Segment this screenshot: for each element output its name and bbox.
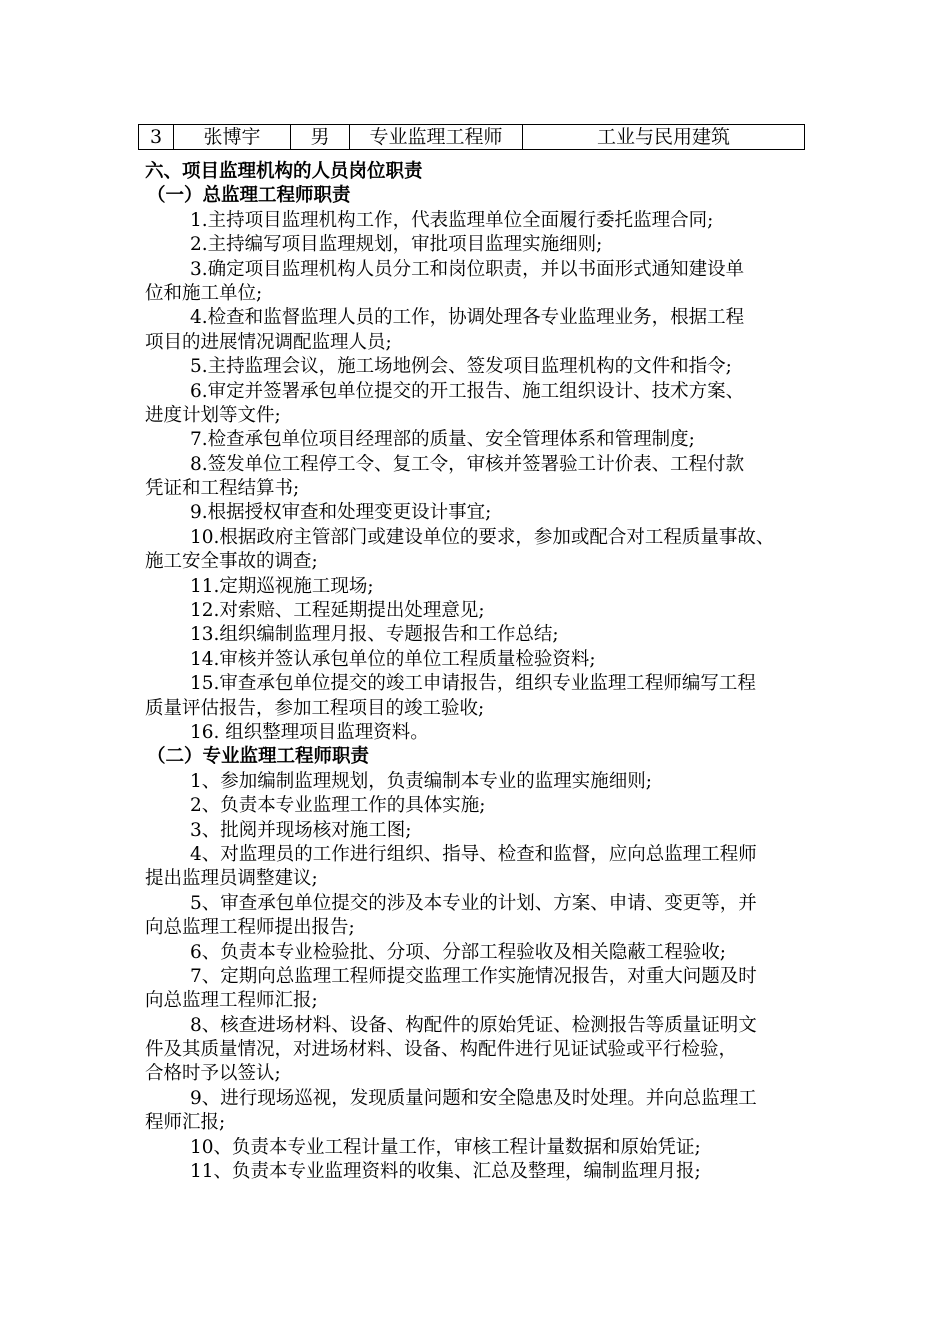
duty-line: 11、负责本专业监理资料的收集、汇总及整理，编制监理月报; <box>190 1161 701 1183</box>
duty-line: 15.审查承包单位提交的竣工申请报告，组织专业监理工程师编写工程 <box>190 673 756 695</box>
subsection-title-specialist-engineer: （二）专业监理工程师职责 <box>147 746 370 768</box>
duty-line: 9.根据授权审查和处理变更设计事宜; <box>190 502 492 524</box>
table-cell-name: 张博宇 <box>174 125 291 150</box>
duty-line: 1、参加编制监理规划，负责编制本专业的监理实施细则; <box>190 770 653 792</box>
duty-line-continued: 进度计划等文件; <box>145 404 281 426</box>
duty-line: 14.审核并签认承包单位的单位工程质量检验资料; <box>190 648 596 670</box>
duty-line: 8、核查进场材料、设备、构配件的原始凭证、检测报告等质量证明文 <box>190 1014 757 1036</box>
duty-line-continued: 凭证和工程结算书; <box>145 478 300 500</box>
duty-line: 4、对监理员的工作进行组织、指导、检查和监督，应向总监理工程师 <box>190 843 757 865</box>
duty-line: 10.根据政府主管部门或建设单位的要求，参加或配合对工程质量事故、 <box>190 526 775 548</box>
duty-line-continued: 项目的进展情况调配监理人员; <box>145 331 392 353</box>
table-cell-position: 专业监理工程师 <box>350 125 523 150</box>
duty-line: 10、负责本专业工程计量工作，审核工程计量数据和原始凭证; <box>190 1136 701 1158</box>
staff-table <box>138 124 805 150</box>
duty-line: 16. 组织整理项目监理资料。 <box>190 721 429 743</box>
duty-line: 9、进行现场巡视，发现质量问题和安全隐患及时处理。并向总监理工 <box>190 1087 757 1109</box>
duty-line-continued: 施工安全事故的调查; <box>145 551 318 573</box>
duty-line-continued: 程师汇报; <box>145 1112 226 1134</box>
duty-line-continued: 提出监理员调整建议; <box>145 868 318 890</box>
table-row <box>139 125 805 150</box>
duty-line: 4.检查和监督监理人员的工作，协调处理各专业监理业务，根据工程 <box>190 307 745 329</box>
duty-line-continued: 件及其质量情况，对进场材料、设备、构配件进行见证试验或平行检验， <box>145 1039 738 1061</box>
duty-line: 1.主持项目监理机构工作，代表监理单位全面履行委托监理合同; <box>190 209 714 231</box>
duty-line: 8.签发单位工程停工令、复工令，审核并签署验工计价表、工程付款 <box>190 453 745 475</box>
document-body <box>145 160 810 1184</box>
duty-line: 3.确定项目监理机构人员分工和岗位职责，并以书面形式通知建设单 <box>190 258 745 280</box>
duty-line: 3、批阅并现场核对施工图; <box>190 819 412 841</box>
table-cell-gender: 男 <box>291 125 350 150</box>
subsection-title-chief-engineer: （一）总监理工程师职责 <box>147 185 351 207</box>
duty-line-continued: 位和施工单位; <box>145 282 263 304</box>
duty-line: 7、定期向总监理工程师提交监理工作实施情况报告，对重大问题及时 <box>190 965 757 987</box>
duty-line: 7.检查承包单位项目经理部的质量、安全管理体系和管理制度; <box>190 429 695 451</box>
duty-line-continued: 合格时予以签认; <box>145 1063 281 1085</box>
table-cell-index: 3 <box>139 125 174 150</box>
duty-line: 11.定期巡视施工现场; <box>190 575 374 597</box>
duty-line: 12.对索赔、工程延期提出处理意见; <box>190 600 485 622</box>
table-cell-major: 工业与民用建筑 <box>523 125 805 150</box>
duty-line-continued: 质量评估报告，参加工程项目的竣工验收; <box>145 697 485 719</box>
section-heading: 六、项目监理机构的人员岗位职责 <box>145 161 423 182</box>
duty-line: 2、负责本专业监理工作的具体实施; <box>190 795 486 817</box>
duty-line: 6、负责本专业检验批、分项、分部工程验收及相关隐蔽工程验收; <box>190 941 727 963</box>
duty-line: 2.主持编写项目监理规划，审批项目监理实施细则; <box>190 234 603 256</box>
duty-line: 13.组织编制监理月报、专题报告和工作总结; <box>190 624 559 646</box>
duty-line-continued: 向总监理工程师提出报告; <box>145 917 355 939</box>
duty-line-continued: 向总监理工程师汇报; <box>145 990 318 1012</box>
duty-line: 5、审查承包单位提交的涉及本专业的计划、方案、申请、变更等，并 <box>190 892 757 914</box>
duty-line: 6.审定并签署承包单位提交的开工报告、施工组织设计、技术方案、 <box>190 380 745 402</box>
duty-line: 5.主持监理会议，施工场地例会、签发项目监理机构的文件和指令; <box>190 356 732 378</box>
